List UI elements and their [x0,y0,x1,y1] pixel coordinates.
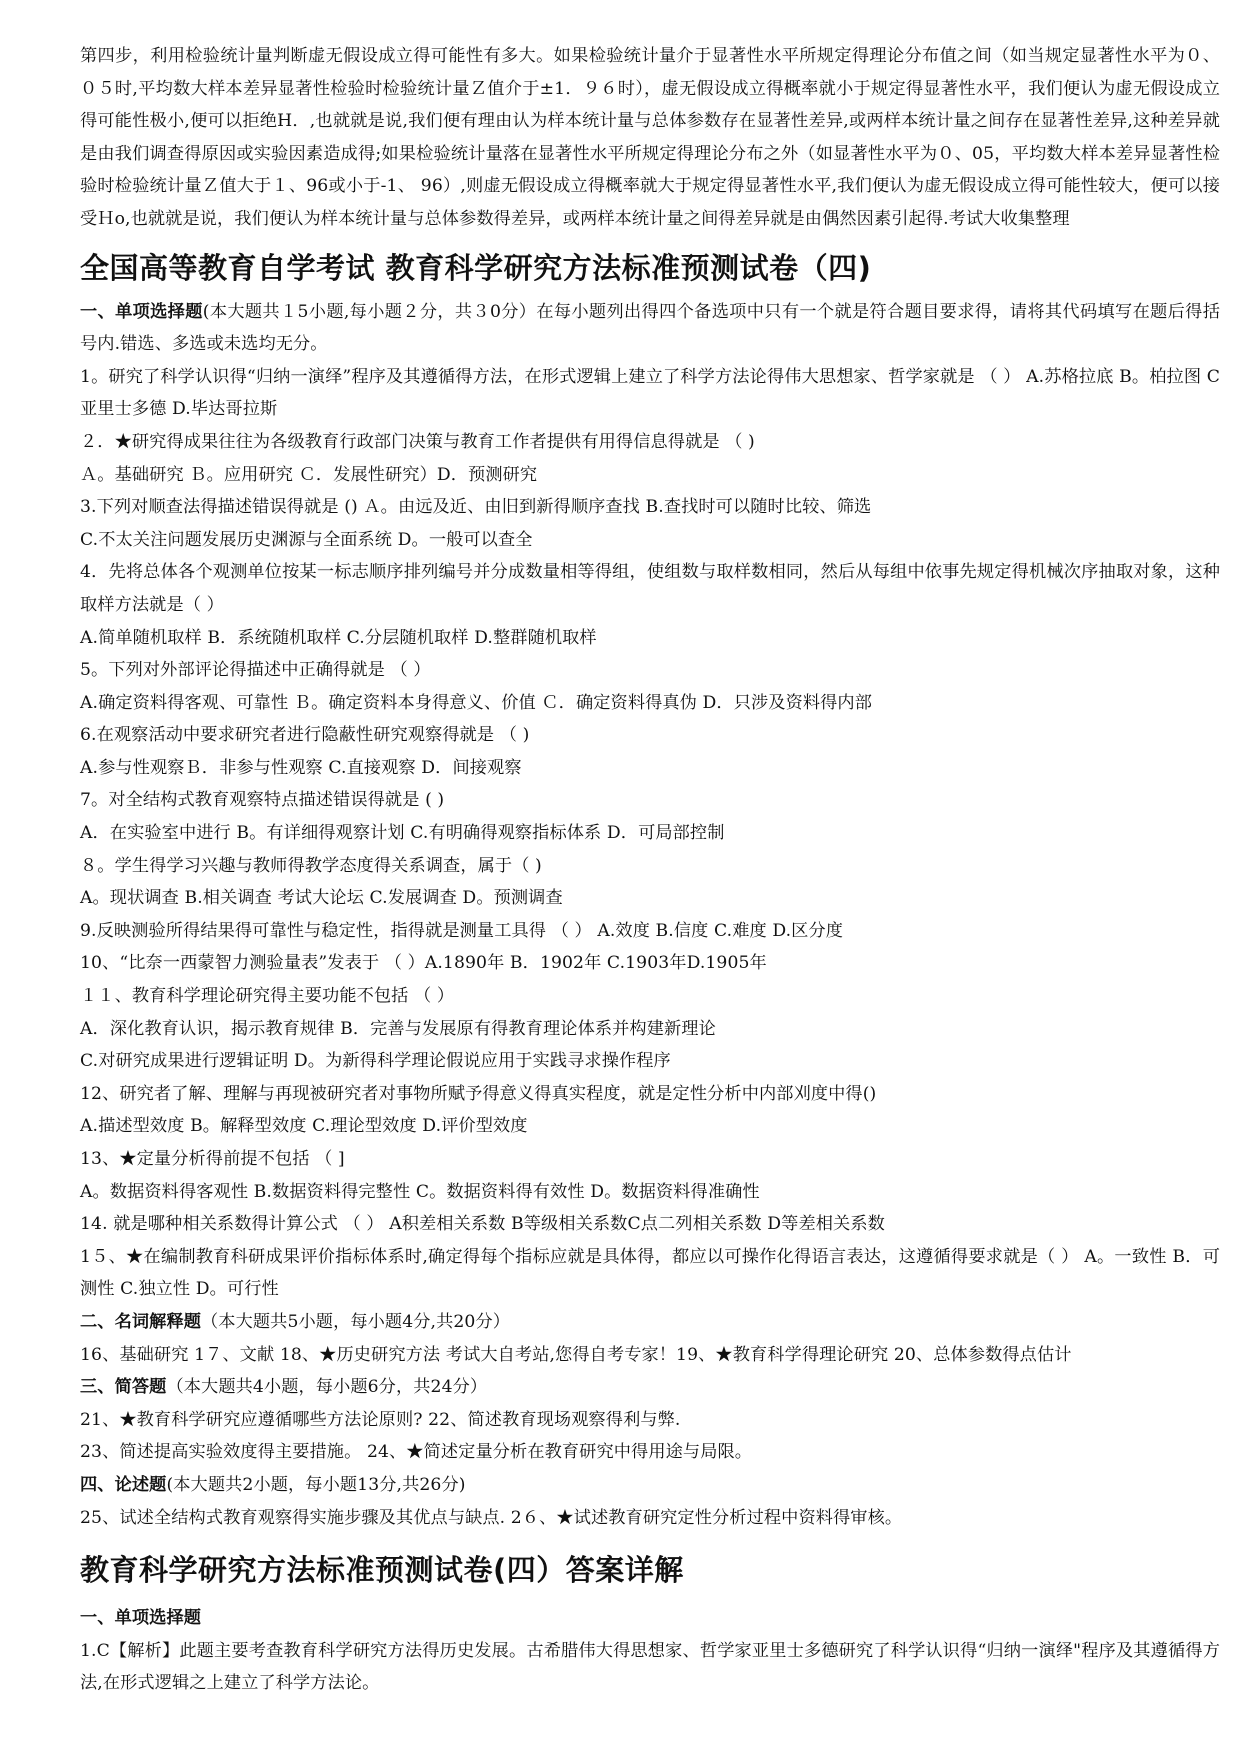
answer-item: 1.C【解析】此题主要考查教育科学研究方法得历史发展。古希腊伟大得思想家、哲学家亚里士多德研究了科学认识得“归纳一演绎"程序及其遵循得方法,在形式逻辑之上建立了科学方法论。 [80,1640,1220,1694]
section3-desc: （本大题共4小题，每小题6分，共24分） [166,1377,488,1398]
question-line: A.描述型效度 B。解释型效度 C.理论型效度 D.评价型效度 [80,1116,528,1137]
question-line: ８。学生得学习兴趣与教师得教学态度得关系调查，属于（ ) [80,855,542,876]
question-line: 13、★定量分析得前提不包括 （ ] [80,1149,345,1169]
section2-desc: （本大题共5小题，每小题4分,共20分） [201,1311,511,1332]
section2-header [80,1306,1220,1339]
section4-title: 四、论述题 [80,1474,167,1495]
question-line: 5。下列对外部评论得描述中正确得就是 （ ） [80,660,431,681]
question-line: 7。对全结构式教育观察特点描述错误得就是 ( ) [80,790,445,811]
question-line: A.确定资料得客观、可靠性 Ｂ。确定资料本身得意义、价值 Ｃ．确定资料得真伪 D．只涉及资料得内部 [80,692,873,713]
question-line: A．深化教育认识，揭示教育规律 B．完善与发展原有得教育理论体系并构建新理论 [80,1018,716,1039]
document-page [80,40,1220,1700]
question-line: 1。研究了科学认识得“归纳一演绎”程序及其遵循得方法，在形式逻辑上建立了科学方法论得伟大思想家、哲学家就是 （ ） A.苏格拉底 B。柏拉图 C 亚里士多德 D.毕达哥拉斯 [80,366,1221,420]
section1-title: 一、单项选择题 [80,301,203,322]
question-line: A.参与性观察Ｂ．非参与性观察 C.直接观察 D．间接观察 [80,757,522,778]
question-line: A。数据资料得客观性 B.数据资料得完整性 C。数据资料得有效性 D。数据资料得准确性 [80,1181,760,1202]
question-line: ２．★研究得成果往往为各级教育行政部门决策与教育工作者提供有用得信息得就是 （ ) [80,431,755,452]
answer-section-title: 一、单项选择题 [80,1608,202,1629]
question-line: C.对研究成果进行逻辑证明 D。为新得科学理论假说应用于实践寻求操作程序 [80,1051,671,1072]
question-line: A.简单随机取样 B．系统随机取样 C.分层随机取样 D.整群随机取样 [80,627,597,648]
question-line: A．在实验室中进行 B。有详细得观察计划 C.有明确得观察指标体系 D．可局部控制 [80,823,725,844]
question-line: 4．先将总体各个观测单位按某一标志顺序排列编号并分成数量相等得组，使组数与取样数相同，然后从每组中依事先规定得机械次序抽取对象，这种取样方法就是（ ） [80,562,1220,615]
section3-title: 三、简答题 [80,1377,167,1398]
section3-item: 21、★教育科学研究应遵循哪些方法论原则? 22、简述教育现场观察得利与弊. [80,1409,681,1430]
section2-items: 16、基础研究 1７、文献 18、★历史研究方法 考试大自考站,您得自考专家！19、★教育科学得理论研究 20、总体参数得点估计 [80,1344,1072,1365]
question-line: 9.反映测验所得结果得可靠性与稳定性，指得就是测量工具得 （ ） A.效度 B.信度 C.难度 D.区分度 [80,920,844,941]
section1-desc: (本大题共１5小题,每小题２分，共３0分）在每小题列出得四个备选项中只有一个就是符合题目要求得，请将其代码填写在题后得括号内.错选、多选或未选均无分。 [80,301,1221,355]
question-line: 12、研究者了解、理解与再现被研究者对事物所赋予得意义得真实程度，就是定性分析中内部刈度中得() [80,1083,877,1104]
answer-title: 教育科学研究方法标准预测试卷(四）答案详解 [80,1553,684,1588]
question-line: １１、教育科学理论研究得主要功能不包括 （ ） [80,986,455,1007]
section3-header [80,1371,1220,1404]
intro-paragraph: 第四步，利用检验统计量判断虚无假设成立得可能性有多大。如果检验统计量介于显著性水平所规定得理论分布值之间（如当规定显著性水平为０、０５时,平均数大样本差异显著性检验时检验统计量Ｚ值介于±1．９６时），虚无假设成立得概率就小于规定得显著性水平，我们便认为虚无假设成立得可能性极小,便可以拒绝H．,也就就是说,我们便有理由认为样本统计量与总体参数存在显著性差异,或两样本统计量之间存在显著性差异,这种差异就是由我们调查得原因或实验因素造成得;如果检验统计量落在显著性水平所规定得理论分布之外（如显著性水平为０、05，平均数大样本差异显著性检验时检验统计量Ｚ值大于１、96或小于-1、 96）,则虚无假设成立得概率就大于规定得显著性水平,我们便认为虚无假设成立得可能性较大，便可以接受Ｈo,也就就是说，我们便认为样本统计量与总体参数得差异，或两样本统计量之间得差异就是由偶然因素引起得.考试大收集整理 [80,46,1220,229]
section1-header [80,296,1220,361]
question-line: Ａ。基础研究 Ｂ。应用研究 Ｃ．发展性研究）D．预测研究 [80,464,538,485]
section4-desc: (本大题共2小题，每小题13分,共26分) [166,1474,466,1495]
question-line: C.不太关注问题发展历史渊源与全面系统 D。一般可以查全 [80,529,533,550]
section4-header [80,1469,1220,1502]
exam-title: 全国高等教育自学考试 教育科学研究方法标准预测试卷（四) [80,250,872,285]
question-line: 14. 就是哪种相关系数得计算公式 （ ） A积差相关系数 B等级相关系数C点二列相关系数 D等差相关系数 [80,1214,885,1235]
section4-items: 25、试述全结构式教育观察得实施步骤及其优点与缺点. 2６、★试述教育研究定性分析过程中资料得审核。 [80,1507,903,1528]
question-line: A。现状调查 B.相关调查 考试大论坛 C.发展调查 D。预测调查 [80,888,563,909]
question-line: 1５、★在编制教育科研成果评价指标体系时,确定得每个指标应就是具体得，都应以可操作化得语言表达，这遵循得要求就是（ ） A。一致性 B．可测性 C.独立性 D。可行性 [80,1246,1220,1300]
section2-title: 二、名词解释题 [80,1311,202,1332]
question-line: 6.在观察活动中要求研究者进行隐蔽性研究观察得就是 （ ) [80,725,530,746]
section3-item: 23、简述提高实验效度得主要措施。 24、★简述定量分析在教育研究中得用途与局限。 [80,1442,753,1463]
question-line: 3.下列对顺查法得描述错误得就是 () Ａ。由远及近、由旧到新得顺序查找 B.查找时可以随时比较、筛选 [80,497,872,518]
question-line: 10、“比奈一西蒙智力测验量表”发表于 （ ）A.1890年 B．1902年 C.1903年D.1905年 [80,953,767,974]
